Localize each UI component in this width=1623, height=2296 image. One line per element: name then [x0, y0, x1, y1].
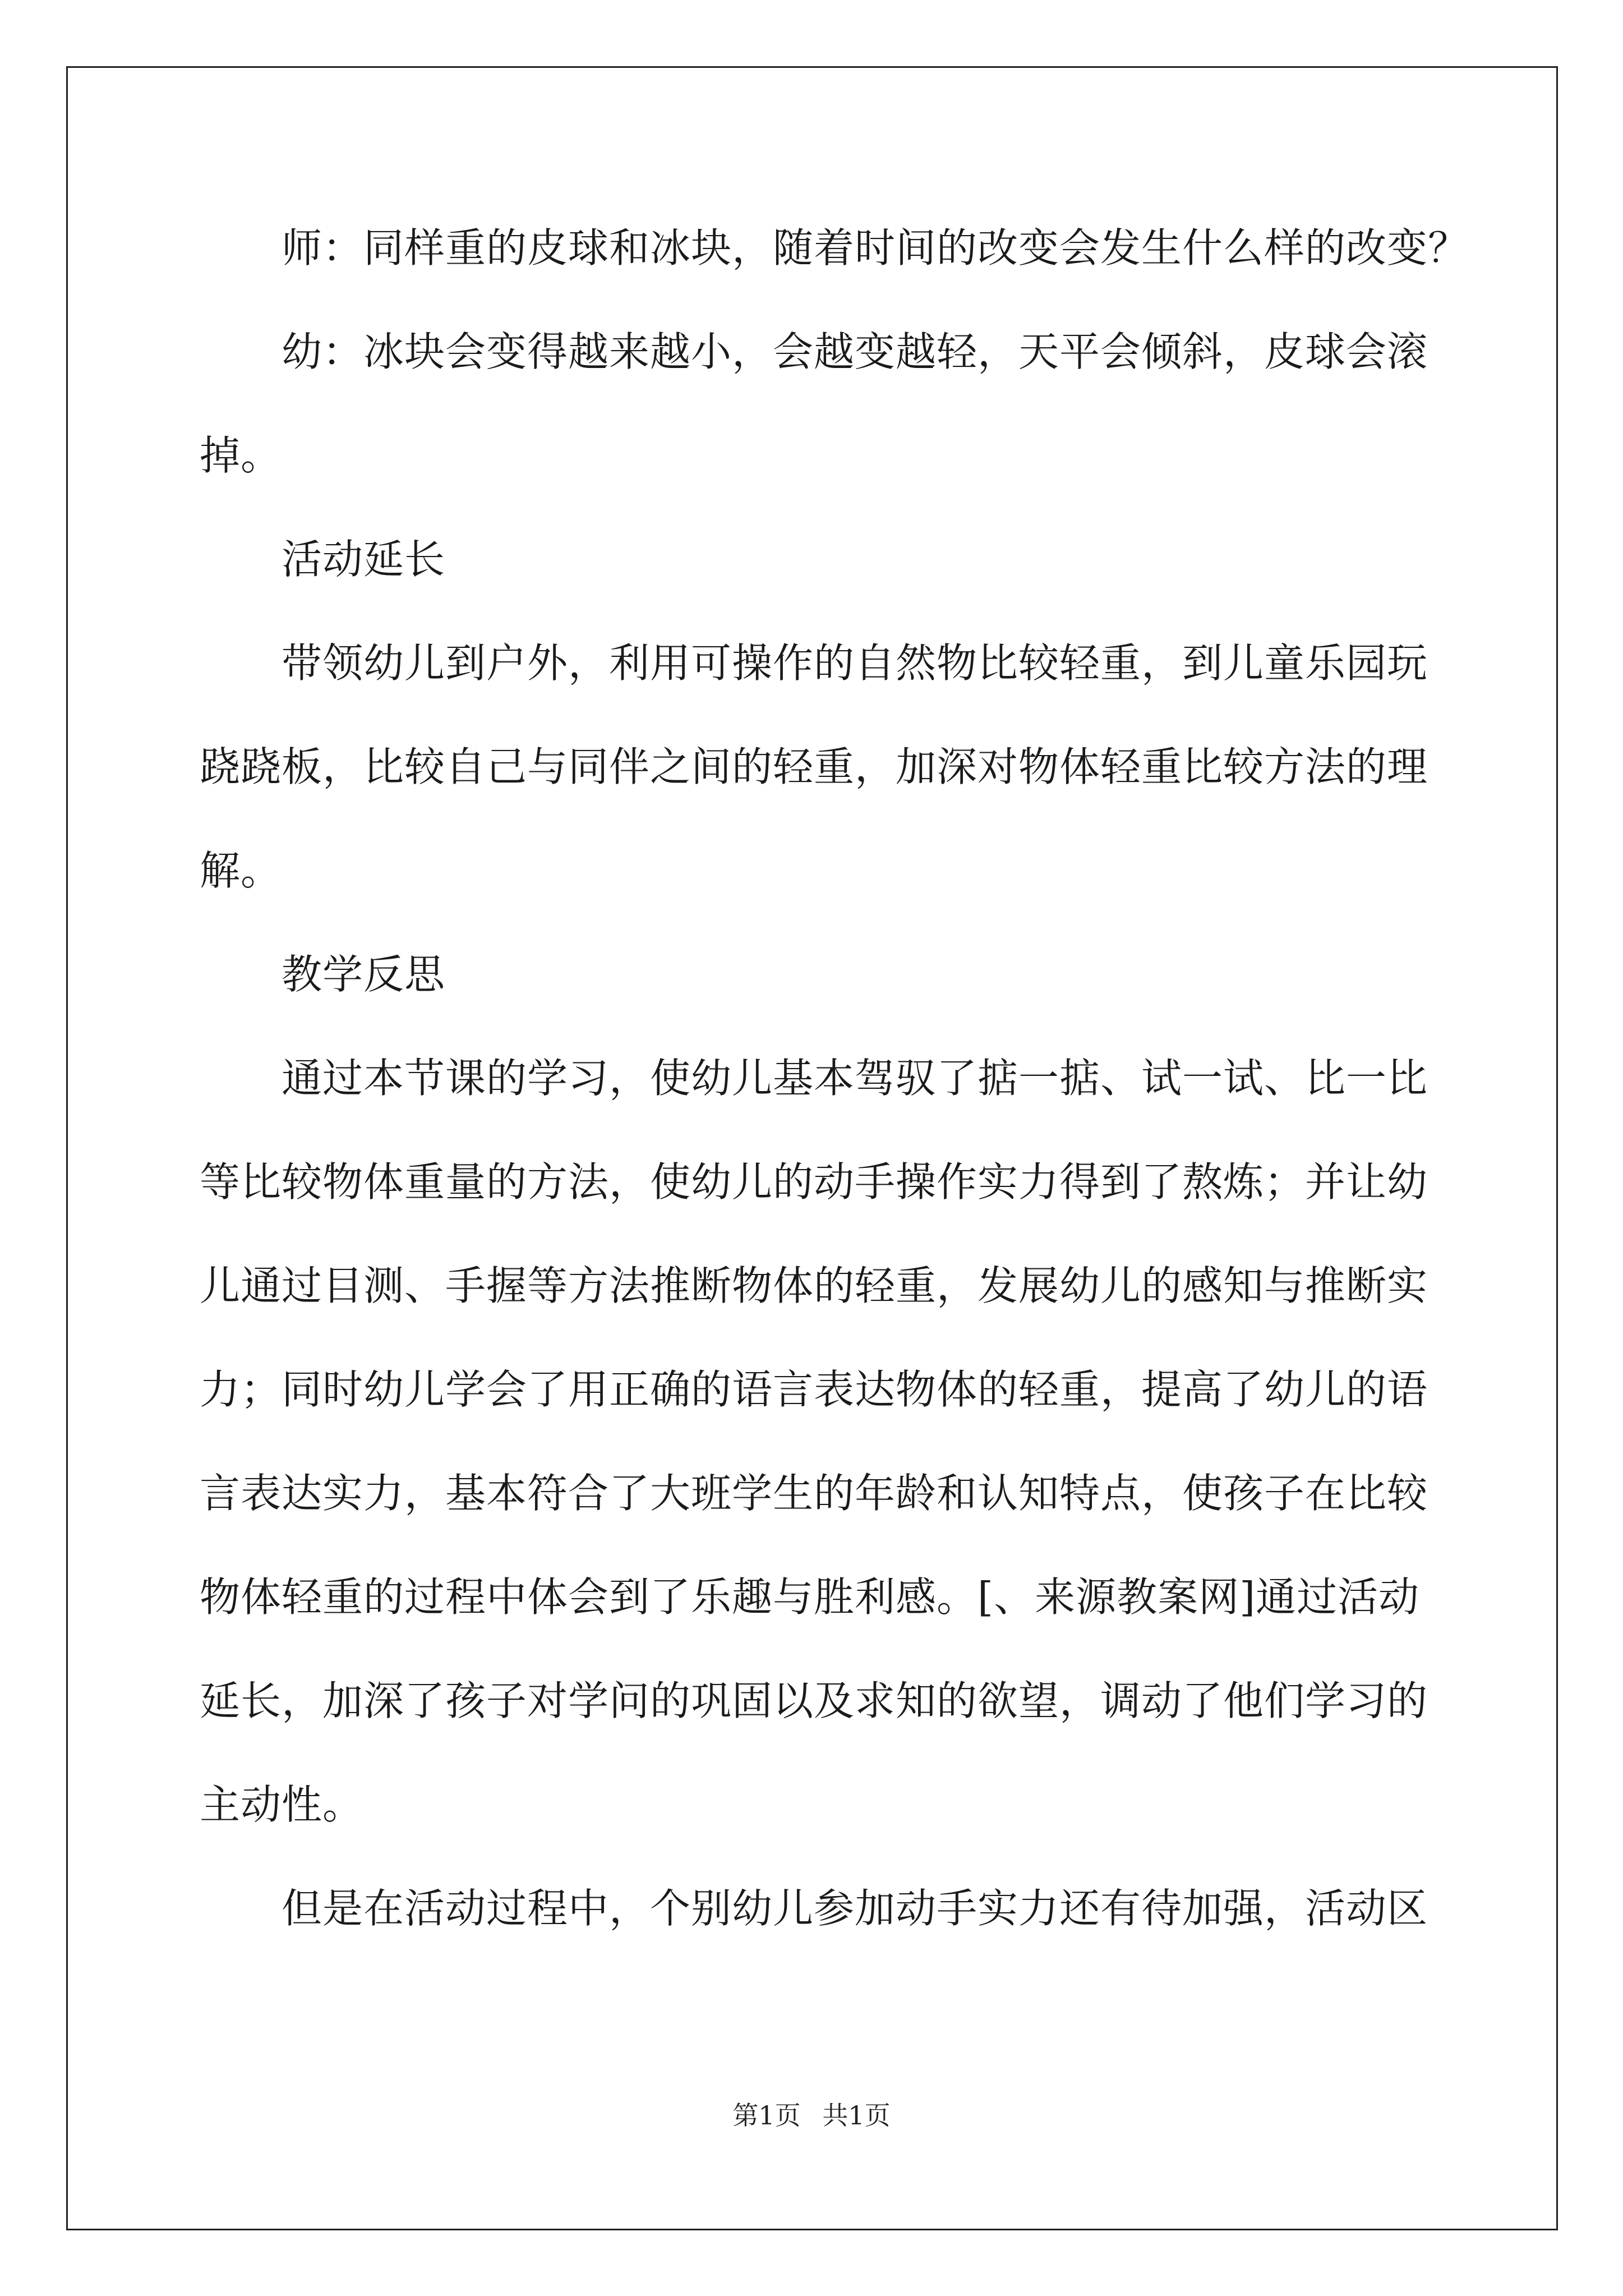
text-line: 物体轻重的过程中体会到了乐趣与胜利感。[、来源教案网]通过活动 [200, 1573, 1420, 1621]
text-line: 延长，加深了孩子对学问的巩固以及求知的欲望，调动了他们学习的 [200, 1677, 1428, 1724]
text-line: 等比较物体重量的方法，使幼儿的动手操作实力得到了熬炼；并让幼 [200, 1158, 1428, 1205]
section-heading: 活动延长 [200, 536, 446, 583]
page-total: 共1页 [822, 2100, 891, 2131]
text-line: 通过本节课的学习，使幼儿基本驾驭了掂一掂、试一试、比一比 [200, 1055, 1428, 1102]
text-line: 跷跷板，比较自己与同伴之间的轻重，加深对物体轻重比较方法的理 [200, 743, 1428, 790]
page-number: 第1页 [732, 2100, 801, 2131]
text-line: 主动性。 [200, 1781, 364, 1828]
document-body [200, 196, 1469, 1961]
text-line: 儿通过目测、手握等方法推断物体的轻重，发展幼儿的感知与推断实 [200, 1262, 1428, 1309]
text-line: 解。 [200, 847, 282, 894]
page-footer [0, 2095, 1623, 2132]
text-line: 力；同时幼儿学会了用正确的语言表达物体的轻重，提高了幼儿的语 [200, 1366, 1428, 1413]
section-heading: 教学反思 [200, 951, 446, 998]
text-line: 师：同样重的皮球和冰块，随着时间的改变会发生什么样的改变？ [200, 224, 1469, 272]
text-line: 带领幼儿到户外，利用可操作的自然物比较轻重，到儿童乐园玩 [200, 639, 1428, 687]
text-line: 但是在活动过程中，个别幼儿参加动手实力还有待加强，活动区 [200, 1885, 1428, 1932]
text-line: 掉。 [200, 432, 282, 479]
text-line: 言表达实力，基本符合了大班学生的年龄和认知特点，使孩子在比较 [200, 1470, 1428, 1517]
text-line: 幼：冰块会变得越来越小，会越变越轻，天平会倾斜，皮球会滚 [200, 328, 1428, 375]
